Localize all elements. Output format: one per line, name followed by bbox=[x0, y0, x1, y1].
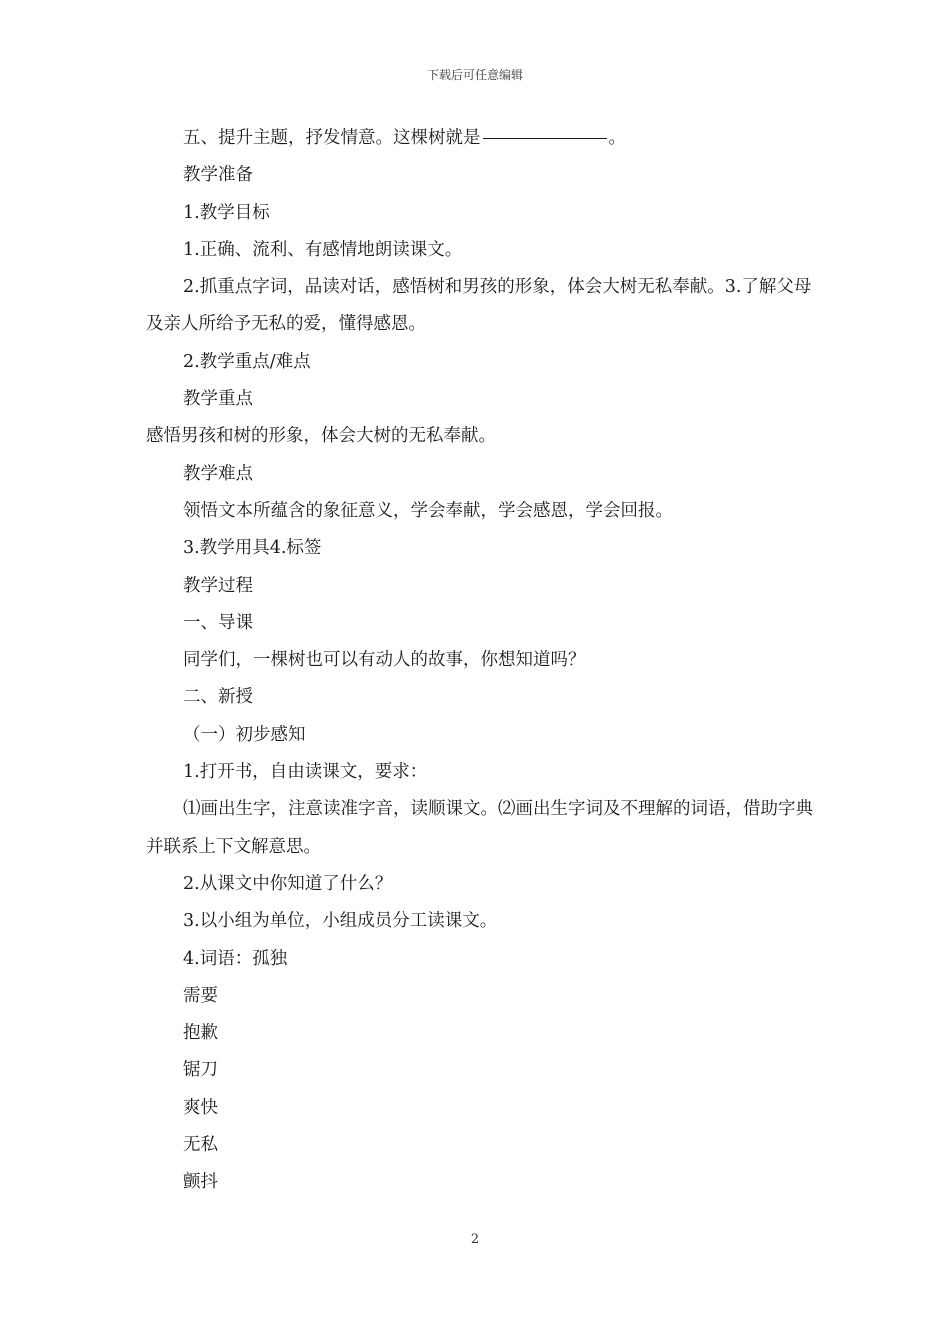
goal-item-1: 1.正确、流利、有感情地朗读课文。 bbox=[183, 239, 463, 260]
document-body bbox=[146, 120, 818, 1202]
theme-end: 。 bbox=[608, 128, 626, 148]
theme-text: 五、提升主题，抒发情意。这棵树就是 bbox=[183, 128, 481, 148]
subsection-initial-perception: （一）初步感知 bbox=[183, 724, 306, 745]
vocab-word: 抱歉 bbox=[183, 1023, 218, 1044]
step-3: 3.以小组为单位，小组成员分工读课文。 bbox=[183, 911, 498, 932]
step-1-requirements: ⑴画出生字，注意读准字音，读顺课文。⑵画出生字词及不理解的词语，借助字典并联系上下文解意思。 bbox=[146, 799, 813, 857]
heading-teaching-prep: 教学准备 bbox=[183, 165, 253, 186]
heading-teaching-process: 教学过程 bbox=[183, 575, 253, 596]
heading-difficult-points: 教学难点 bbox=[183, 463, 253, 484]
difficult-points-text: 领悟文本所蕴含的象征意义，学会奉献，学会感恩，学会回报。 bbox=[183, 500, 673, 521]
heading-teaching-tools: 3.教学用具4.标签 bbox=[183, 538, 322, 559]
step-4-vocabulary: 4.词语：孤独 bbox=[183, 948, 288, 969]
vocab-word: 需要 bbox=[183, 985, 218, 1006]
heading-key-difficult: 2.教学重点/难点 bbox=[183, 351, 311, 372]
section-new-lesson: 二、新授 bbox=[183, 687, 253, 708]
section-intro: 一、导课 bbox=[183, 612, 253, 633]
page-header: 下载后可任意编辑 bbox=[426, 68, 523, 82]
vocab-word: 爽快 bbox=[183, 1097, 218, 1118]
key-points-text: 感悟男孩和树的形象，体会大树的无私奉献。 bbox=[146, 426, 496, 447]
page-number: 2 bbox=[470, 1232, 480, 1247]
vocab-word: 颤抖 bbox=[183, 1172, 218, 1193]
vocab-word: 锯刀 bbox=[183, 1060, 218, 1081]
heading-key-points: 教学重点 bbox=[183, 389, 253, 410]
step-1: 1.打开书，自由读课文，要求： bbox=[183, 762, 428, 783]
fill-in-blank bbox=[483, 137, 607, 139]
intro-text: 同学们，一棵树也可以有动人的故事，你想知道吗？ bbox=[183, 650, 586, 671]
vocab-word: 无私 bbox=[183, 1135, 218, 1156]
paragraph-theme bbox=[146, 120, 818, 157]
heading-teaching-goals: 1.教学目标 bbox=[183, 202, 270, 223]
goal-item-2: 2.抓重点字词，品读对话，感悟树和男孩的形象，体会大树无私奉献。3.了解父母及亲人所给予无私的爱，懂得感恩。 bbox=[146, 277, 812, 335]
step-2: 2.从课文中你知道了什么？ bbox=[183, 873, 393, 894]
